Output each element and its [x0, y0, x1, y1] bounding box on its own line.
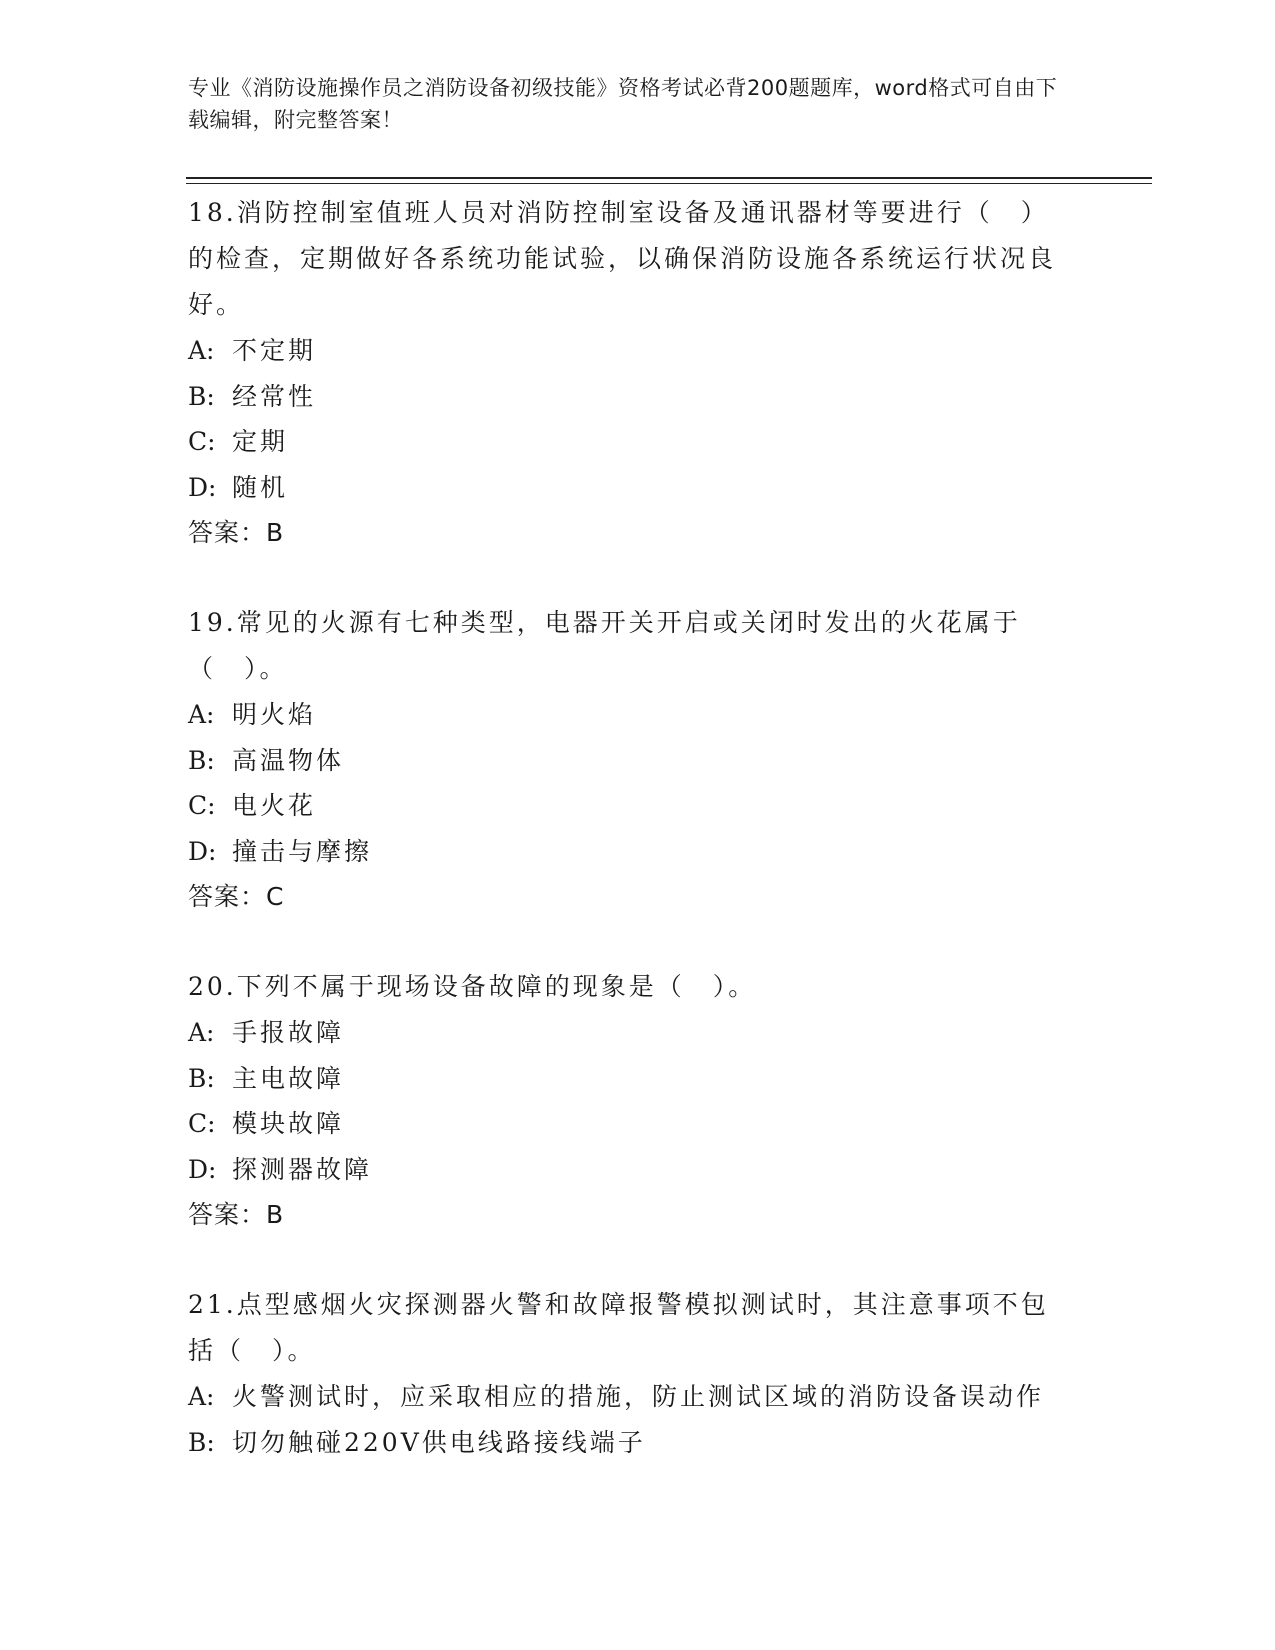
option-text: 火警测试时，应采取相应的措施，防止测试区域的消防设备误动作	[232, 1382, 1045, 1411]
document-header-intro: 专业《消防设施操作员之消防设备初级技能》资格考试必背200题题库，word格式可自由下载编辑，附完整答案！	[188, 76, 1058, 132]
option-b	[188, 738, 1088, 784]
option-letter: C:	[188, 791, 216, 820]
option-text: 明火焰	[232, 700, 317, 729]
question-stem: 19.常见的火源有七种类型，电器开关开启或关闭时发出的火花属于（ ）。	[188, 608, 1021, 683]
option-c	[188, 783, 1088, 829]
option-text: 主电故障	[232, 1063, 345, 1093]
option-text: 电火花	[232, 791, 317, 820]
option-text: 随机	[232, 472, 289, 502]
option-letter: D:	[188, 836, 217, 866]
option-letter: C:	[188, 1109, 216, 1138]
option-text: 切勿触碰220V供电线路接线端子	[232, 1427, 646, 1457]
question-list	[188, 190, 1088, 1509]
option-text: 定期	[232, 427, 289, 456]
option-a	[188, 1010, 1088, 1056]
option-text: 经常性	[232, 381, 317, 411]
question-item	[188, 1282, 1088, 1465]
answer-line: 答案：B	[188, 1200, 285, 1229]
option-letter: A:	[188, 1018, 215, 1047]
option-text: 探测器故障	[232, 1154, 373, 1184]
header-divider-thick	[186, 177, 1152, 179]
answer-line: 答案：B	[188, 518, 285, 547]
option-letter: A:	[188, 700, 215, 729]
option-letter: B:	[188, 1063, 215, 1093]
option-a	[188, 1374, 1088, 1420]
option-letter: B:	[188, 381, 215, 411]
option-d	[188, 829, 1088, 875]
option-letter: A:	[188, 336, 215, 365]
question-stem: 21.点型感烟火灾探测器火警和故障报警模拟测试时，其注意事项不包括（ ）。	[188, 1290, 1049, 1365]
option-c	[188, 1101, 1088, 1147]
option-text: 不定期	[232, 336, 317, 365]
option-a	[188, 692, 1088, 738]
option-letter: D:	[188, 1154, 217, 1184]
option-c	[188, 419, 1088, 465]
option-b	[188, 1420, 1088, 1466]
option-letter: B:	[188, 1427, 215, 1457]
question-stem: 18.消防控制室值班人员对消防控制室设备及通讯器材等要进行（ ）的检查，定期做好各系统功能试验，以确保消防设施各系统运行状况良好。	[188, 198, 1057, 319]
option-text: 撞击与摩擦	[232, 836, 373, 866]
option-text: 模块故障	[232, 1109, 345, 1138]
answer-line: 答案：C	[188, 882, 285, 911]
question-item	[188, 600, 1088, 920]
header-divider-thin	[186, 183, 1152, 184]
question-stem: 20.下列不属于现场设备故障的现象是（ ）。	[188, 972, 757, 1001]
option-text: 手报故障	[232, 1018, 345, 1047]
option-a	[188, 328, 1088, 374]
option-b	[188, 374, 1088, 420]
option-d	[188, 465, 1088, 511]
option-letter: C:	[188, 427, 216, 456]
option-letter: D:	[188, 472, 217, 502]
option-letter: B:	[188, 745, 215, 775]
option-d	[188, 1147, 1088, 1193]
option-text: 高温物体	[232, 745, 345, 775]
question-item	[188, 964, 1088, 1238]
option-b	[188, 1056, 1088, 1102]
question-item	[188, 190, 1088, 556]
option-letter: A:	[188, 1382, 215, 1411]
